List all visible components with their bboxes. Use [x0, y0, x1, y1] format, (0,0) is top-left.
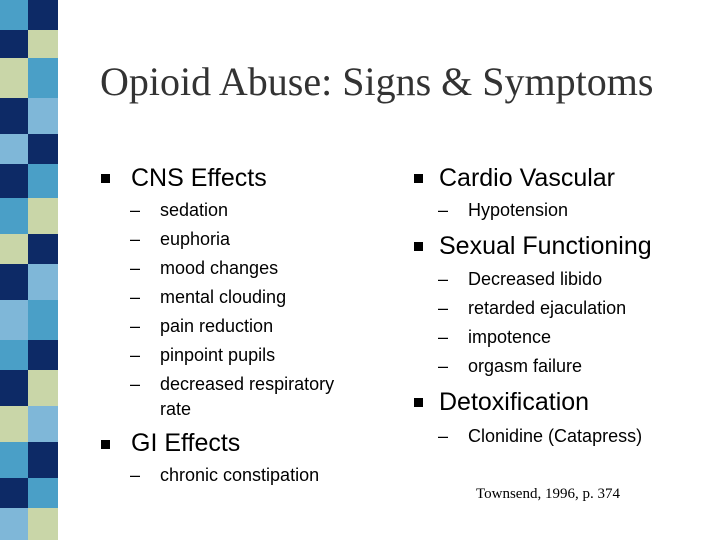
- list-item-text: orgasm failure: [468, 356, 583, 376]
- dash-icon: –: [130, 200, 141, 220]
- dash-icon: –: [130, 287, 141, 307]
- dash-icon: –: [130, 374, 141, 394]
- bullet-square-icon: [414, 174, 423, 183]
- dash-icon: –: [438, 426, 449, 446]
- list-item-text: Hypotension: [468, 200, 569, 220]
- dash-icon: –: [438, 356, 449, 376]
- list-item-text: sedation: [160, 200, 229, 220]
- section-heading-cardio: Cardio Vascular: [439, 164, 616, 192]
- bullet-square-icon: [414, 242, 423, 251]
- dash-icon: –: [438, 269, 449, 289]
- bullet-square-icon: [414, 398, 423, 407]
- dash-icon: –: [438, 298, 449, 318]
- list-item-text: pinpoint pupils: [160, 345, 276, 365]
- list-item-text: decreased respiratory: [160, 374, 335, 394]
- section-heading-detox: Detoxification: [439, 388, 590, 416]
- dash-icon: –: [438, 200, 449, 220]
- list-item-text: impotence: [468, 327, 552, 347]
- list-item-text: rate: [160, 399, 192, 419]
- bullet-square-icon: [101, 174, 110, 183]
- citation: Townsend, 1996, p. 374: [476, 486, 620, 502]
- list-item-text: chronic constipation: [160, 465, 320, 485]
- dash-icon: –: [130, 229, 141, 249]
- list-item-text: mood changes: [160, 258, 279, 278]
- decorative-stripe: [0, 0, 58, 540]
- list-item-text: euphoria: [160, 229, 231, 249]
- list-item-text: retarded ejaculation: [468, 298, 627, 318]
- list-item-text: Clonidine (Catapress): [468, 426, 643, 446]
- dash-icon: –: [130, 316, 141, 336]
- bullet-square-icon: [101, 440, 110, 449]
- slide-title: Opioid Abuse: Signs & Symptoms: [100, 59, 654, 104]
- dash-icon: –: [438, 327, 449, 347]
- section-heading-sexual: Sexual Functioning: [439, 232, 652, 260]
- list-item-text: Decreased libido: [468, 269, 603, 289]
- section-heading-gi: GI Effects: [131, 429, 241, 457]
- list-item-text: pain reduction: [160, 316, 274, 336]
- dash-icon: –: [130, 345, 141, 365]
- dash-icon: –: [130, 465, 141, 485]
- list-item-text: mental clouding: [160, 287, 287, 307]
- dash-icon: –: [130, 258, 141, 278]
- section-heading-cns: CNS Effects: [131, 164, 267, 192]
